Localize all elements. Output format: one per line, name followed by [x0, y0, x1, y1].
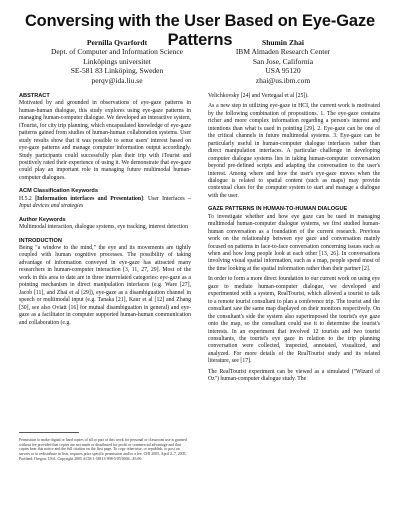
- classification-text: H.5.2 [Information interfaces and Presentation]: User Interfaces – Input devices and strategies: [19, 195, 191, 210]
- author-email: perqv@ida.liu.se: [91, 75, 143, 85]
- introduction-text: Being "a window to the mind," the eye and its movements are tightly coupled with human cognitive processes. The possibility of taking advantage of information conveyed in eye-gaze has attracted many researchers in human-computer interaction [3, 11, 27, 29]. Most of the work in this area to date are in three interrelated categories: eye-gaze as a pointing mechanism in direct manipulation interfaces (e.g. Ware [27], Jacob [11], and Zhai et al [29]), eye-gaze as a disambiguation channel in speech or multimodal input (e.g. Tanaka [21], Kaur et al [12] and Zhang [30], see also Oviatt [16] for mutual disambiguation in general) and eye-gaze as a facilitator in computer supported human-human communication and collaboration (e.g.: [19, 244, 191, 326]
- gaze-paragraph-3: The RealTourist experiment can be viewed as a simulated ("Wizard of Oz") human-computer dialogue study. The: [208, 368, 380, 383]
- author-name: Pernilla Qvarfordt: [86, 38, 148, 47]
- gaze-paragraph-2: In order to form a more direct foundation to our current work on using eye gaze to mediate human-computer dialogue, we developed and experimented with a system, RealTourist, which allowed a tourist to talk to a remote tourist consultant to plan a conference trip. The tourist and the consultant saw the same map displayed on their monitors respectively. On the consultant's side the system also superimposed the tourist's eye gaze onto the map, so the consultant could use it to determine the tourist's interests. In an experiment that involved 12 tourists and two tourist consultants, the tourist's eye gaze in relation to the trip planning conversation were collected, inspected, annotated, visualized, and analyzed. For more details of the RealTourist study and its related literature, see [17].: [208, 276, 380, 365]
- keywords-text: Multimodal interaction, dialogue systems, eye tracking, interest detection: [19, 224, 188, 231]
- abstract-heading: ABSTRACT: [19, 93, 50, 99]
- author-institution: San Jose, California: [252, 56, 314, 66]
- author-name: Shumin Zhai: [262, 38, 304, 47]
- footnote-rule: [19, 432, 79, 433]
- section-heading-gaze-patterns: GAZE PATTERNS IN HUMAN-TO-HUMAN DIALOGUE: [208, 206, 348, 213]
- author-address: SE-581 83 Linköping, Sweden: [70, 66, 164, 76]
- author-institution: Linköpings universitet: [83, 56, 151, 66]
- introduction-heading: INTRODUCTION: [19, 237, 62, 244]
- author-block-1: [32, 38, 202, 85]
- abstract-text: Motivated by and grounded in observations of eye-gaze patterns in human-human dialogue, this study explores using eye-gaze patterns in managing human-computer dialogue. We developed an interactive system, iTourist, for city trip planning, which encapsulated knowledge of eye-gaze patterns gained from studies of human-human collaboration systems. User study results show that it was possible to sense users' interest based on eye-gaze patterns and manage computer information output accordingly. Study participants could successfully plan their trip with iTourist and positively rated their experience of using it. We demonstrate that eye-gaze could play an important role in managing future multimodal human-computer dialogues.: [19, 100, 191, 181]
- author-address: USA 95120: [265, 66, 301, 76]
- gaze-paragraph-1: To investigate whether and how eye gaze can be used in managing multimodal human-computer dialogue systems, we first studied human-human conversation as a foundation of the current research. Previous work on the relationship between eye gaze and conversation mainly focused on patterns in face-to-face conversation concerning issues such as when and how long people look at each other [13, 26]. In conversations involving visual spatial information, such as a map, people spend most of the time looking at the spatial information rather than their partner [2].: [208, 213, 380, 272]
- keywords-heading: Author Keywords: [19, 216, 66, 223]
- motivation-paragraph: As a new step in utilizing eye-gaze in HCI, the current work is motivated by the following combination of propositions. 1. The eye-gaze contains richer and more complex information regarding a person's interest and intentions than what is used in pointing [29]. 2. Eye-gaze can be one of the critical channels in future multimodal systems. 3. Eye-gaze can be particularly useful in human-computer dialogue interfaces rather than direct manipulation interfaces. A particular challenge in developing computer dialogue systems lies in taking human-computer conversation beyond pre-defined scripts and adapting the conversation to the user's interest. Among where and how the user's eye-gaze moves when the dialogue is related to spatial content (such as maps) may provide contextual clues for the computer system to start and manage a dialogue with the user.: [208, 103, 380, 199]
- author-affiliation: IBM Almaden Research Center: [235, 47, 331, 57]
- left-column: [19, 93, 191, 327]
- copyright-footnote: Permission to make digital or hard copies of all or part of this work for personal or classroom use is granted without fee provided that copies are not made or distributed for profit or commercial advantage and that copies bear this notice and the full citation on the first page. To copy otherwise, or republish, to post on servers or to redistribute to lists, requires prior specific permission and/or a fee. CHI 2005, April 2–7, 2005, Portland, Oregon, USA. Copyright 2005 ACM 1-58113-998-5/05/0004...$5.00.: [19, 438, 191, 462]
- author-block-2: [198, 38, 368, 85]
- continued-text: Velichkovsky [24] and Vertegaal et al [25]).: [208, 93, 309, 99]
- classification-heading: ACM Classification Keywords: [19, 188, 98, 195]
- author-affiliation: Dept. of Computer and Information Science: [50, 47, 184, 57]
- author-email: zhai@us.ibm.com: [255, 75, 311, 85]
- paper-title: Conversing with the User Based on Eye-Gaze Patterns: [24, 12, 376, 49]
- right-column: [208, 93, 380, 384]
